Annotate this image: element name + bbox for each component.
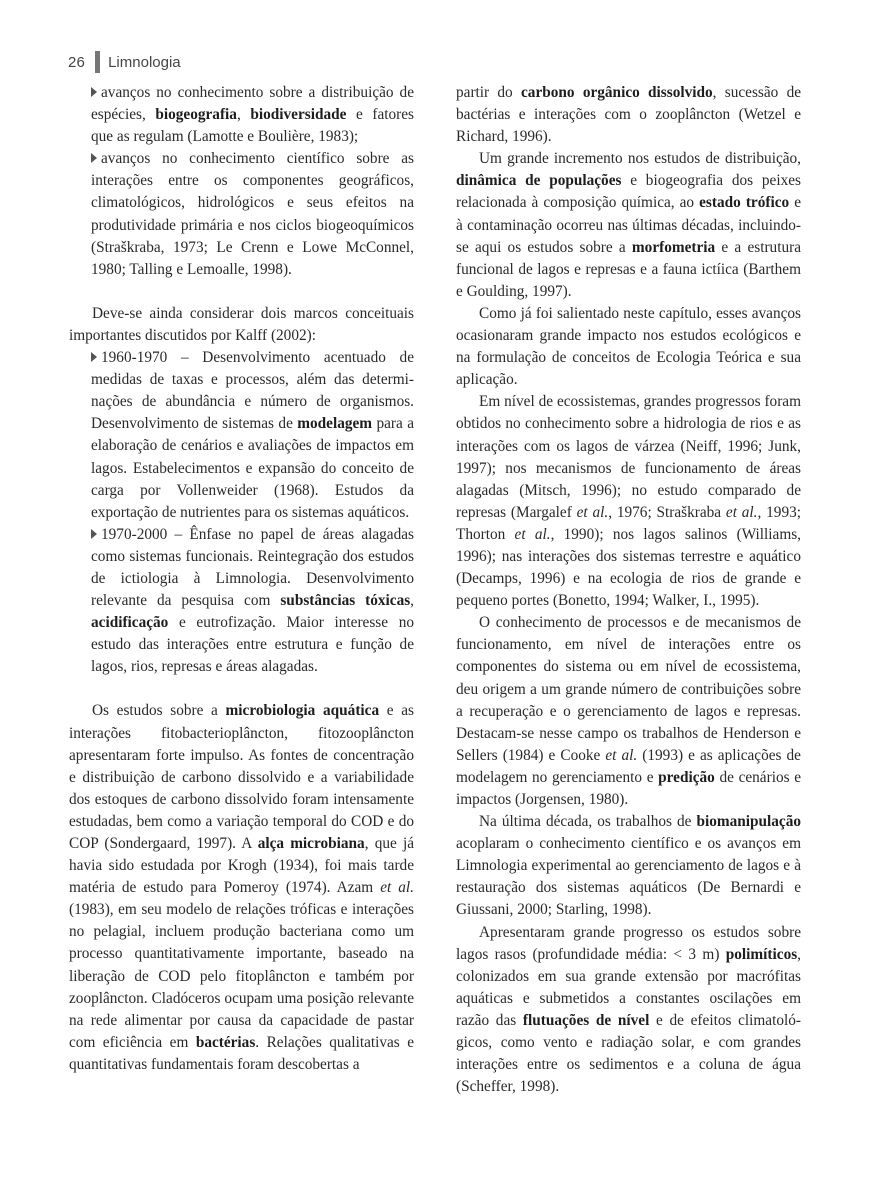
bold-term: acidificação: [91, 614, 169, 632]
right-column: [456, 82, 801, 1098]
bold-term: flutuações de nível: [522, 1011, 650, 1029]
bold-term: estado trófico: [699, 194, 790, 212]
left-column: [69, 82, 414, 1076]
bold-term: carbono orgânico dissolvido: [521, 84, 713, 101]
bold-term: biogeografia: [155, 106, 237, 124]
bullet-text: 1970-2000 – Ênfase no papel de áreas alagadas como sistemas funcionais. Reintegração dos estudos de ictiologia à Limnologia. Desenvolvimento relevante da pesquisa com substâncias tóxicas, acidificação e eutrofização. Maior interesse no estudo das interações entre estrutura e função de lagos, rios, represas e áreas alagadas.: [91, 525, 414, 676]
bold-term: bactérias: [195, 1033, 256, 1051]
bullet-item: [91, 347, 414, 524]
italic-text: et al.: [514, 525, 551, 543]
paragraph-continuation: partir do carbono orgânico dissolvido, sucessão de bactérias e interações com o zooplâncton (Wetzel e Richard, 1996).: [456, 84, 802, 146]
bullet-text: 1960-1970 – Desenvolvimento acentuado de medidas de taxas e processos, além das determinações de abundância e número de organismos. Desenvolvimento de sistemas de modelagem para a elaboração de cenários e avaliações de impactos em lagos. Estabelecimentos e expansão do conceito de carga por Vollenweider (1968). Estudos da exportação de nutrientes para os sistemas aquáticos.: [91, 349, 414, 521]
italic-text: et al.: [576, 503, 609, 521]
paragraph: Em nível de ecossistemas, grandes progressos foram obtidos no conhecimento sobre a hidrologia de rios e as interações com os lagos de várzea (Neiff, 1996; Junk, 1997); nos mecanismos de funcionamento de áreas alagadas (Mitsch, 1996); no estudo comparado de represas (Margalef et al., 1976; Straškraba et al., 1993; Thorton et al., 1990); nos lagos salinos (Williams, 1996); nas interações dos sistemas terrestre e aquático (Decamps, 1996) e na ecologia de rios de grande e pequeno portes (Bonetto, 1994; Walker, I., 1995).: [456, 393, 801, 610]
bold-term: microbiologia aquática: [225, 702, 380, 720]
running-header: [68, 50, 181, 74]
italic-text: et al.: [605, 746, 638, 764]
bullet-item: [91, 524, 414, 679]
page-number: 26: [68, 53, 86, 71]
bold-term: polimíticos: [725, 945, 798, 963]
running-title: Limnologia: [108, 53, 181, 71]
paragraph: Um grande incremento nos estudos de distribuição, dinâmica de populações e biogeografia dos peixes relacionada à composição química, ao estado trófico e à contaminação ocorreu nas últimas décadas, incluindo-se aqui os estudos sobre a morfometria e a estrutura funcional de lagos e represas e a fauna ictíica (Barthem e Goulding, 1997).: [456, 150, 801, 300]
bold-term: dinâmica de populações: [456, 172, 622, 190]
paragraph-microbiologia: Os estudos sobre a microbiologia aquática e as interações fitobacterioplâncton, fitozooplâncton apresentaram forte impulso. As fontes de concentração e distribuição de carbono dissolvido e a variabilidade dos estoques de carbono dissolvido foram intensamente estudadas, bem como a variação temporal do COD e do COP (Sondergaard, 1997). A alça microbiana, que já havia sido estudada por Krogh (1934), foi mais tarde matéria de estudo para Pomeroy (1974). Azam et al. (1983), em seu modelo de relações tróficas e interações no pelagial, incluem produção bacteriana como um processo quantitativamente importante, baseado na liberação de COD pelo fitoplâncton e também por zooplâncton. Cladóceros ocupam uma posição relevante na rede alimentar por causa da capacidade de pastar com eficiência em bactérias. Relações qualitativas e quantitativas fundamentais foram descobertas a: [69, 702, 414, 1073]
paragraph: O conhecimento de processos e de mecanismos de funcionamento, em nível de interações entre os componentes do sistema ou em nível de ecossistema, deu origem a um grande número de contribuições sobre a recuperação e o gerenciamento de lagos e represas. Destacam-se nesse campo os trabalhos de Henderson e Sellers (1984) e Cooke et al. (1993) e as aplicações de modelagem no gerenciamento e predição de cenários e impactos (Jorgensen, 1980).: [456, 614, 801, 808]
bold-term: morfometria: [631, 238, 716, 256]
bold-term: predição: [658, 768, 715, 786]
bold-term: biodiversidade: [250, 106, 347, 124]
bullet-text: avanços no conhecimento científico sobre as interações entre os componentes geográficos, climatológicos, hidrológicos e seus efeitos na produtividade primária e nos ciclos biogeoquímicos (Straškraba, 1973; Le Crenn e Lowe McConnel, 1980; Talling e Lemoalle, 1998).: [91, 150, 414, 278]
italic-text: et al.: [725, 503, 758, 521]
triangle-right-icon: [91, 352, 97, 362]
header-divider-bar: [95, 51, 100, 73]
bold-term: biomanipulação: [696, 813, 801, 831]
bullet-text: avanços no conhecimento sobre a distribuição de espécies, biogeografia, biodiversidade e fatores que as regulam (Lamotte e Boulière, 1983);: [91, 84, 414, 146]
bullet-item: [91, 148, 414, 281]
bullet-item: [91, 82, 414, 148]
paragraph: Na última década, os trabalhos de biomanipulação acoplaram o conhecimento científico e os avanços em Limnologia experimental ao gerenciamento de lagos e à restauração dos sistemas aquáticos (De Bernardi e Giussani, 2000; Starling, 1998).: [456, 813, 801, 919]
paragraph-marcos: Deve-se ainda considerar dois marcos conceituais importantes discutidos por Kalff (2002):: [69, 304, 414, 344]
paragraph-gap: [69, 678, 414, 700]
paragraph: Como já foi salientado neste capítulo, esses avanços ocasionaram grande impacto nos estudos ecológicos e na formulação de conceitos de Ecologia Teórica e sua aplicação.: [456, 304, 801, 389]
triangle-right-icon: [91, 87, 97, 97]
bold-term: modelagem: [297, 415, 373, 433]
italic-text: et al.: [380, 879, 414, 897]
paragraph: Apresentaram grande progresso os estudos sobre lagos rasos (profundidade média: < 3 m) polimíticos, colonizados em sua grande extensão por macrófitas aquáticas e submetidos a constantes oscilações em razão das flutuações de nível e de efeitos climatológicos, como vento e radiação solar, e com grandes interações entre os sedimentos e a coluna de água (Scheffer, 1998).: [456, 923, 801, 1096]
triangle-right-icon: [91, 529, 97, 539]
bold-term: substâncias tóxicas: [280, 592, 411, 610]
paragraph-gap: [69, 281, 414, 303]
triangle-right-icon: [91, 153, 97, 163]
bold-term: alça microbiana: [257, 835, 365, 852]
